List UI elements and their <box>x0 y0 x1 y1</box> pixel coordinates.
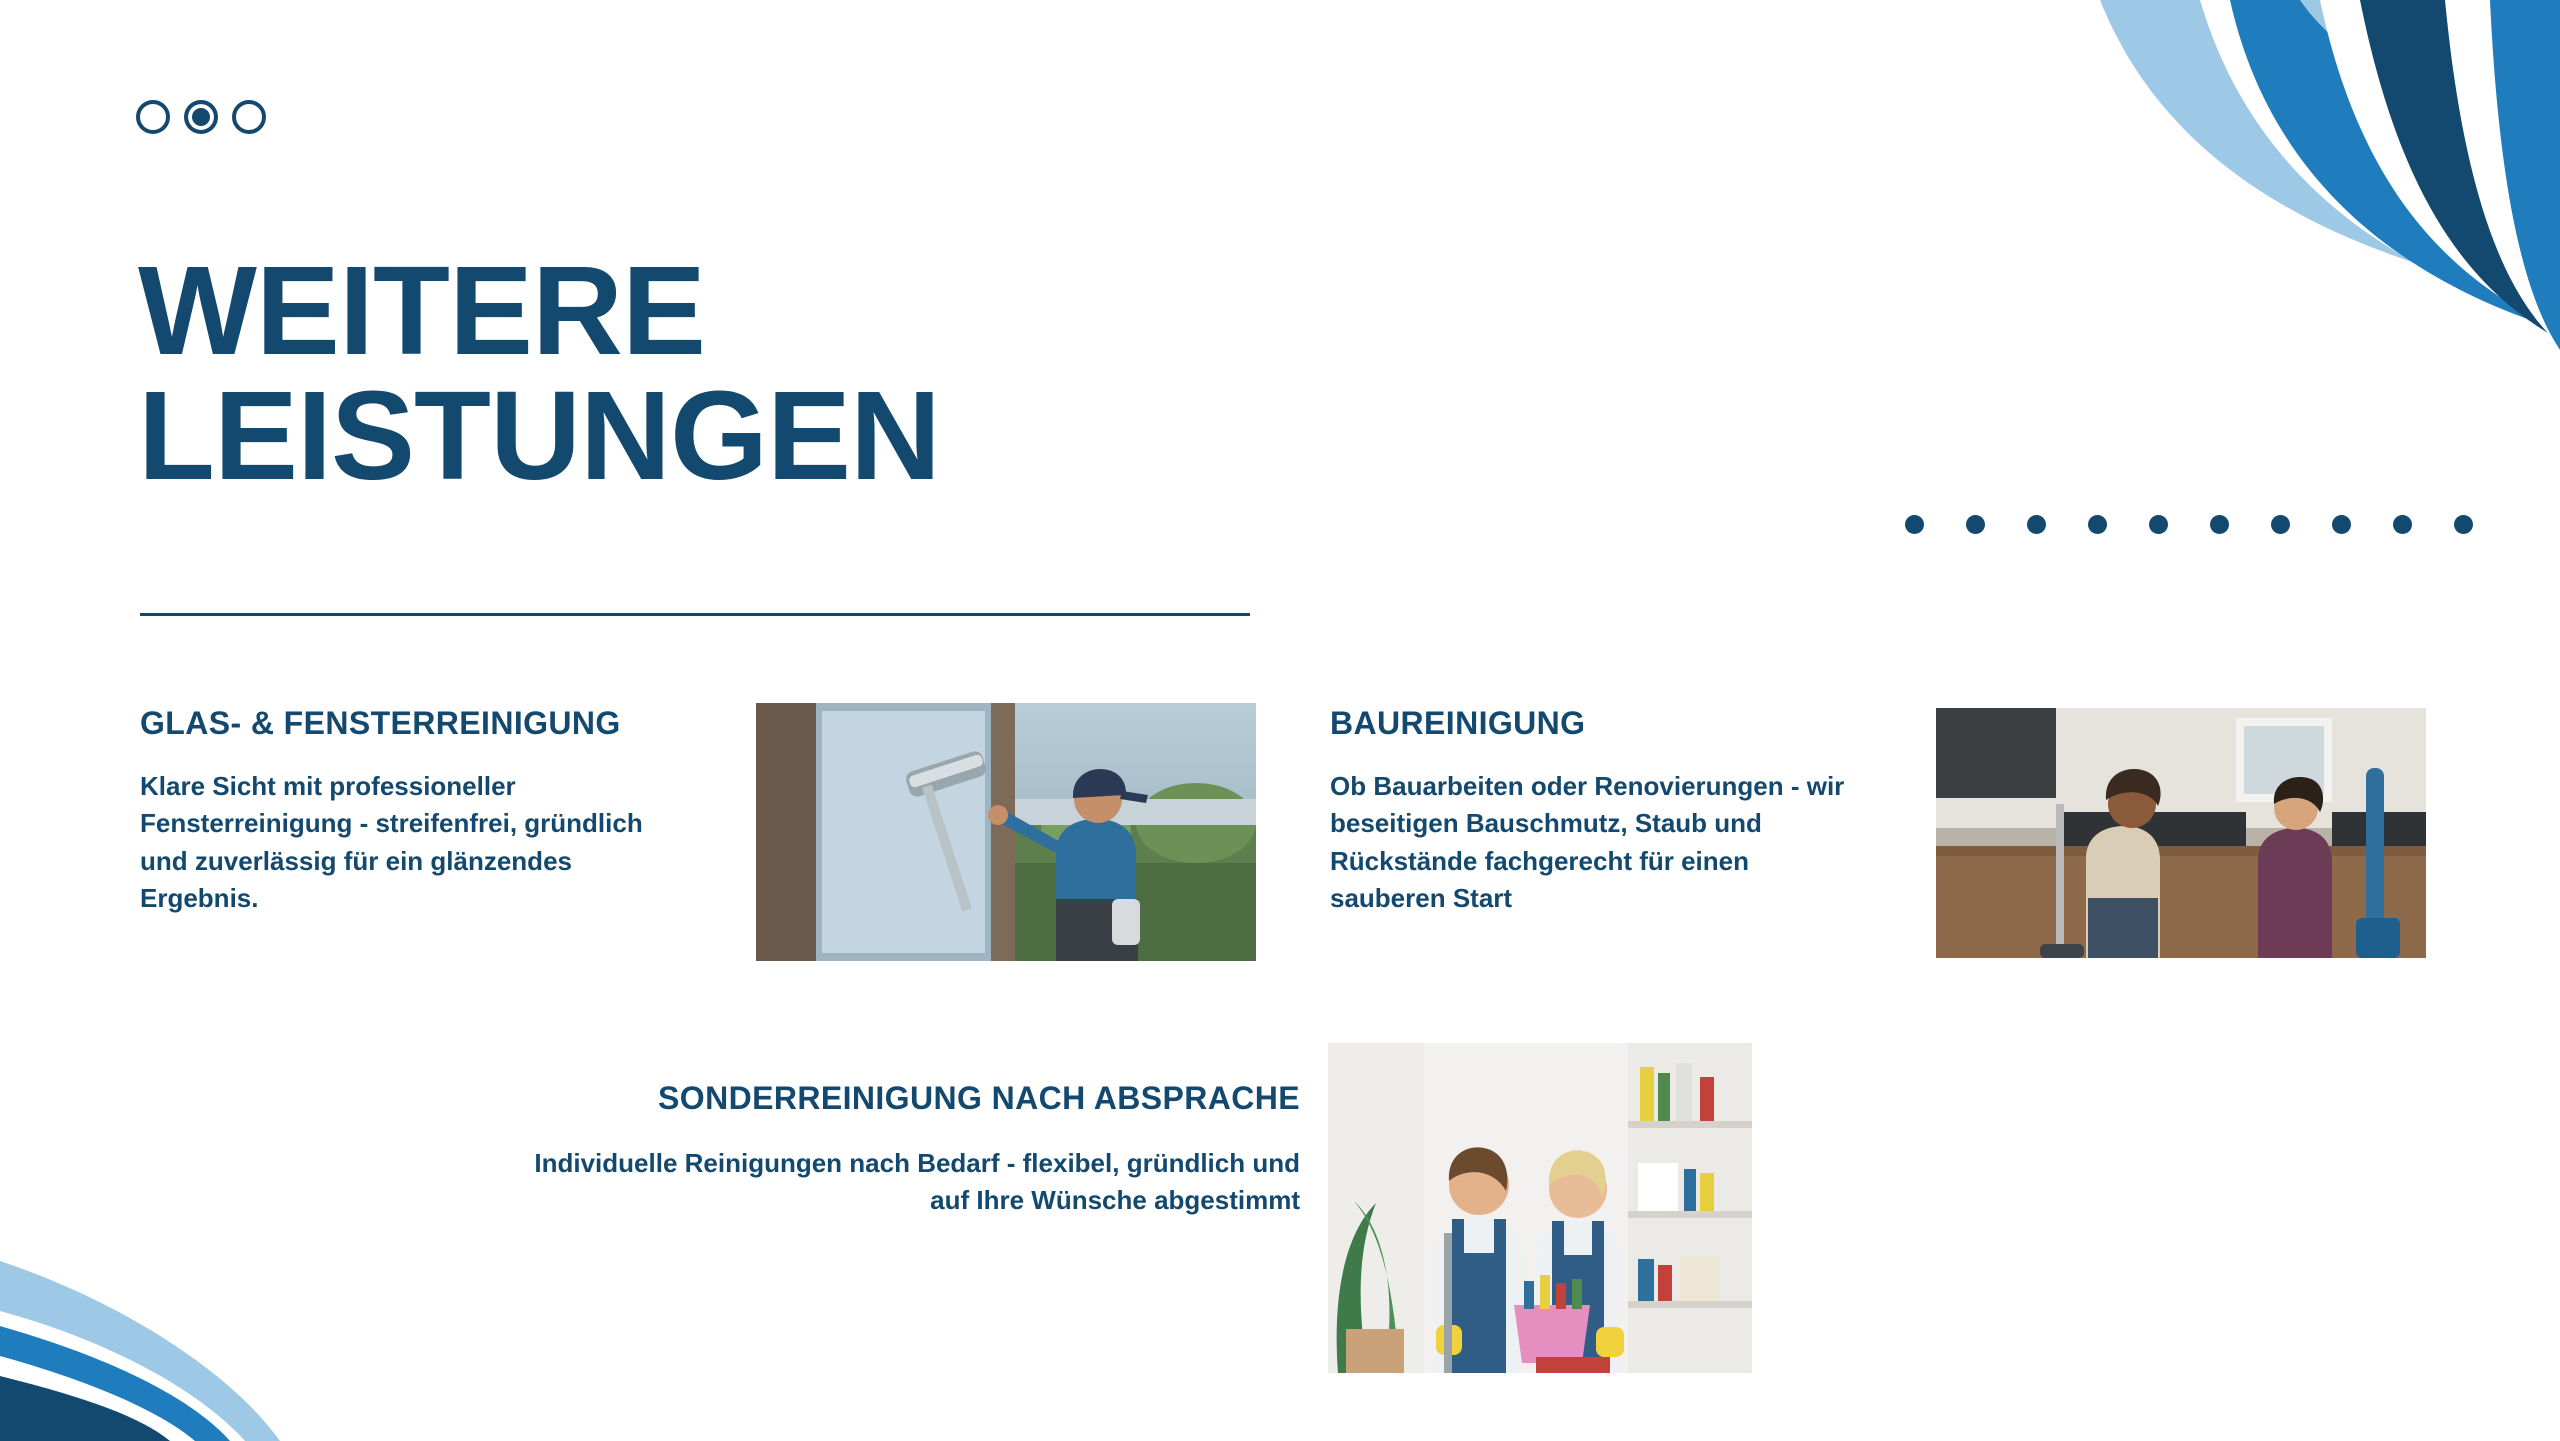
pager-dot-3[interactable] <box>232 100 266 134</box>
decor-dot <box>2088 515 2107 534</box>
pager-dot-2-active[interactable] <box>184 100 218 134</box>
decorative-wave-bottom-left <box>0 1141 430 1441</box>
slide-pager[interactable] <box>136 100 266 134</box>
decor-dot <box>1905 515 1924 534</box>
decorative-wave-top-right <box>1800 0 2560 560</box>
decor-dot <box>2210 515 2229 534</box>
service-heading-glas-fensterreinigung: GLAS- & FENSTERREINIGUNG <box>140 705 621 741</box>
service-block-sonderreinigung <box>500 1080 1300 1220</box>
decor-dot <box>2393 515 2412 534</box>
service-block-glas-fensterreinigung <box>140 705 670 918</box>
service-image-sonderreinigung <box>1328 1043 1752 1373</box>
page-title-line-1: WEITERE <box>138 240 706 382</box>
decor-dot <box>2271 515 2290 534</box>
service-block-baureinigung <box>1330 705 1860 918</box>
decor-dot <box>2027 515 2046 534</box>
decor-dot <box>2149 515 2168 534</box>
page-title <box>138 240 1438 507</box>
service-heading-sonderreinigung: SONDERREINIGUNG NACH ABSPRACHE <box>658 1080 1300 1116</box>
service-text-sonderreinigung: Individuelle Reinigungen nach Bedarf - flexibel, gründlich und auf Ihre Wünsche abgestimmt <box>534 1148 1300 1216</box>
decor-dot <box>2332 515 2351 534</box>
decor-dot <box>1966 515 1985 534</box>
service-image-baureinigung <box>1936 708 2426 958</box>
service-text-glas-fensterreinigung: Klare Sicht mit professioneller Fensterreinigung - streifenfrei, gründlich und zuverlässig für ein glänzendes Ergebnis. <box>140 771 643 914</box>
pager-dot-1[interactable] <box>136 100 170 134</box>
service-image-glas-fensterreinigung <box>756 703 1256 961</box>
title-divider <box>140 613 1250 616</box>
service-text-baureinigung: Ob Bauarbeiten oder Renovierungen - wir beseitigen Bauschmutz, Staub und Rückstände fachgerecht für einen sauberen Start <box>1330 771 1845 914</box>
decorative-dot-row <box>1905 515 2473 534</box>
page-title-line-2: LEISTUNGEN <box>138 365 941 507</box>
decor-dot <box>2454 515 2473 534</box>
service-heading-baureinigung: BAUREINIGUNG <box>1330 705 1586 741</box>
